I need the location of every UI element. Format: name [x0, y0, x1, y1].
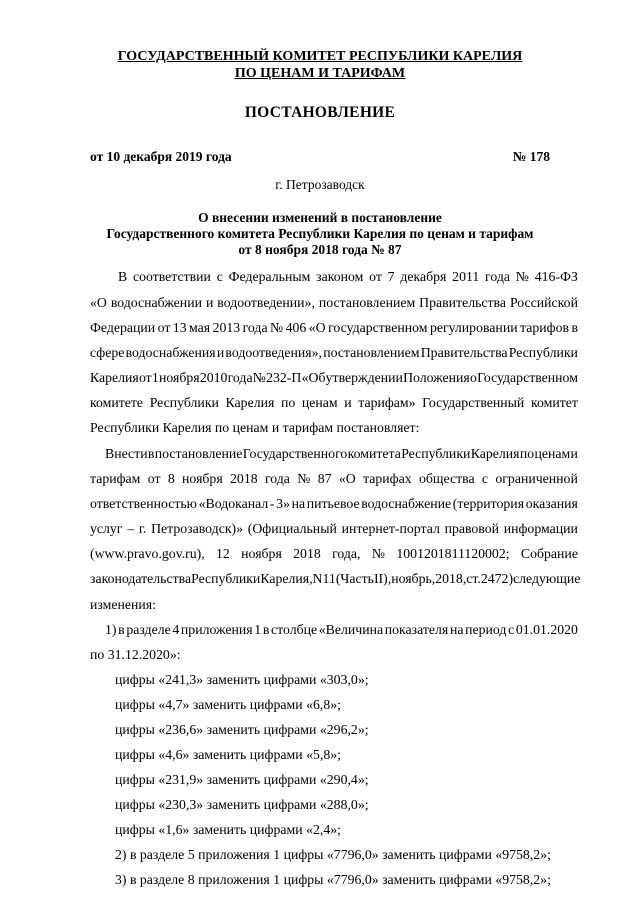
body-line: Федерации от 13 мая 2013 года № 406 «О государственном регулировании тарифов в	[90, 320, 578, 335]
body-line: изменения:	[90, 597, 156, 612]
body-line: (www.pravo.gov.ru), 12 ноября 2018 года, № 1001201811120002; Собрание	[90, 546, 578, 561]
item-line: по 31.12.2020»:	[90, 647, 181, 662]
body-line: услуг – г. Петрозаводск)» (Официальный интернет-портал правовой информации	[90, 521, 578, 536]
replacement-line: цифры «231,9» заменить цифрами «290,4»;	[115, 772, 369, 787]
replacement-line: цифры «1,6» заменить цифрами «2,4»;	[115, 822, 341, 837]
replacement-line: цифры «236,6» заменить цифрами «296,2»;	[115, 722, 369, 737]
body-line: Республики Карелия по ценам и тарифам постановляет:	[90, 420, 420, 435]
item-line: 3) в разделе 8 приложения 1 цифры «7796,0» заменить цифрами «9758,2»;	[115, 872, 551, 887]
org-name-line2: ПО ЦЕНАМ И ТАРИФАМ	[234, 66, 406, 81]
doc-number: № 178	[512, 149, 550, 164]
item-line: 2) в разделе 5 приложения 1 цифры «7796,0» заменить цифрами «9758,2»;	[115, 847, 551, 862]
doc-city: г. Петрозаводск	[275, 177, 365, 192]
item-line: 1) в разделе 4 приложения 1 в столбце «Величина показателя на период с 01.01.2020	[105, 622, 578, 637]
subject-line: от 8 ноября 2018 года № 87	[238, 242, 402, 257]
subject-line: Государственного комитета Республики Карелия по ценам и тарифам	[106, 226, 534, 241]
body-line: тарифам от 8 ноября 2018 года № 87 «О тарифах общества с ограниченной	[90, 471, 578, 486]
doc-date: от 10 декабря 2019 года	[90, 149, 232, 164]
replacement-line: цифры «230,3» заменить цифрами «288,0»;	[115, 797, 369, 812]
doc-subject	[0, 210, 640, 258]
body-line: ответственностью «Водоканал - 3» на питьевое водоснабжение (территория оказания	[90, 496, 578, 511]
replacement-line: цифры «4,7» заменить цифрами «6,8»;	[115, 697, 341, 712]
replacement-line: цифры «4,6» заменить цифрами «5,8»;	[115, 747, 341, 762]
org-name-line1: ГОСУДАРСТВЕННЫЙ КОМИТЕТ РЕСПУБЛИКИ КАРЕЛИЯ	[117, 49, 523, 64]
body-line: сфере водоснабжения и водоотведения», постановлением Правительства Республики	[90, 345, 578, 360]
body-line: В соответствии с Федеральным законом от 7 декабря 2011 года № 416-ФЗ	[118, 269, 578, 284]
doc-type-title: ПОСТАНОВЛЕНИЕ	[244, 104, 396, 121]
body-line: Внести в постановление Государственного комитета Республики Карелия по ценам и	[105, 446, 578, 461]
replacement-line: цифры «241,3» заменить цифрами «303,0»;	[115, 672, 369, 687]
body-line: «О водоснабжении и водоотведении», постановлением Правительства Российской	[90, 295, 578, 310]
body-line: комитете Республики Карелия по ценам и тарифам» Государственный комитет	[90, 395, 578, 410]
body-line: Карелия от 1 ноября 2010 года № 232-П «Об утверждении Положения о Государственном	[90, 370, 578, 385]
body-line: законодательства Республики Карелия, N 11 (Часть II), ноябрь, 2018, ст. 2472) следующие	[90, 571, 581, 586]
subject-line: О внесении изменений в постановление	[198, 210, 442, 225]
